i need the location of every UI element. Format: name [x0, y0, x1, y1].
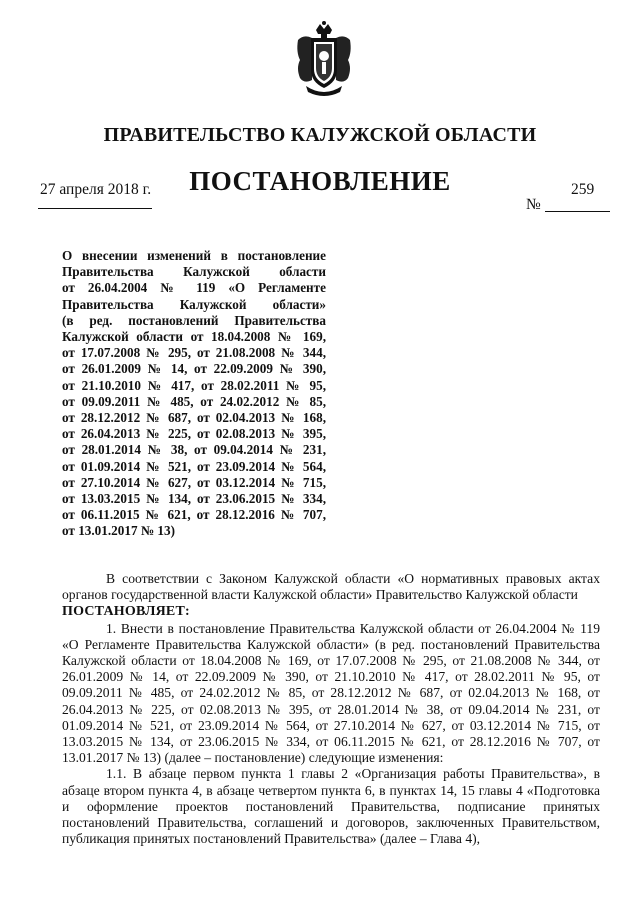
subject-line: от 09.09.2011 № 485, от 24.02.2012 № 85,	[62, 393, 326, 409]
subject-line: от 28.12.2012 № 687, от 02.04.2013 № 168,	[62, 410, 326, 426]
subject-line: Правительства Калужской области»	[62, 296, 326, 312]
date-underline	[38, 208, 152, 209]
subject-line: от 27.10.2014 № 627, от 03.12.2014 № 715,	[62, 474, 326, 490]
document-subject	[62, 248, 326, 540]
document-body	[62, 571, 600, 847]
subject-line: (в ред. постановлений Правительства	[62, 312, 326, 328]
subject-line: от 13.01.2017 № 13)	[62, 523, 175, 539]
item-1-1-paragraph: 1.1. В абзаце первом пункта 1 главы 2 «Организация работы Правительства», в абзаце втором пункта 4, в абзаце четвертом пункта 6, в пунктах 14, 15 главы 4 «Подготовка и оформление проектов постановлений Правительства, подписание принятых постановлений Правительства, соглашений и договоров, заключенных Правительством, публикация принятых постановлений Правительства» (далее – Глава 4),	[62, 766, 600, 847]
subject-line: от 26.04.2013 № 225, от 02.08.2013 № 395,	[62, 426, 326, 442]
decree-paragraph	[62, 603, 600, 620]
document-date: 27 апреля 2018 г.	[40, 181, 152, 198]
number-label: №	[526, 196, 541, 213]
subject-line: от 21.10.2010 № 417, от 28.02.2011 № 95,	[62, 377, 326, 393]
subject-line: Правительства Калужской области	[62, 264, 326, 280]
subject-line: от 01.09.2014 № 521, от 23.09.2014 № 564,	[62, 458, 326, 474]
subject-line: от 13.03.2015 № 134, от 23.06.2015 № 334,	[62, 491, 326, 507]
subject-line: от 06.11.2015 № 621, от 28.12.2016 № 707,	[62, 507, 326, 523]
subject-line: от 26.04.2004 № 119 «О Регламенте	[62, 280, 326, 296]
document-number: 259	[571, 181, 595, 198]
document-type: ПОСТАНОВЛЕНИЕ	[189, 166, 451, 196]
coat-of-arms-icon	[294, 20, 354, 98]
subject-line: Калужской области от 18.04.2008 № 169,	[62, 329, 326, 345]
decree-word: ПОСТАНОВЛЯЕТ:	[62, 604, 190, 620]
number-underline	[545, 211, 610, 212]
subject-line: от 17.07.2008 № 295, от 21.08.2008 № 344,	[62, 345, 326, 361]
item-1-paragraph: 1. Внести в постановление Правительства Калужской области от 26.04.2004 № 119 «О Регламенте Правительства Калужской области» (в ред. постановлений Правительства Калужской области от 18.04.2008 № 169, от 17.07.2008 № 295, от 21.08.2008 № 344, от 26.01.2009 № 14, от 22.09.2009 № 390, от 21.10.2010 № 417, от 28.02.2011 № 95, от 09.09.2011 № 485, от 24.02.2012 № 85, от 28.12.2012 № 687, от 02.04.2013 № 168, от 26.04.2013 № 225, от 02.08.2013 № 395, от 28.01.2014 № 38, от 09.04.2014 № 231, от 01.09.2014 № 521, от 23.09.2014 № 564, от 27.10.2014 № 627, от 03.12.2014 № 715, от 13.03.2015 № 134, от 23.06.2015 № 334, от 06.11.2015 № 621, от 28.12.2016 № 707, от 13.01.2017 № 13) (далее – постановление) следующие изменения:	[62, 620, 600, 766]
subject-line: от 26.01.2009 № 14, от 22.09.2009 № 390,	[62, 361, 326, 377]
government-title: ПРАВИТЕЛЬСТВО КАЛУЖСКОЙ ОБЛАСТИ	[103, 124, 537, 146]
subject-line: О внесении изменений в постановление	[62, 248, 326, 263]
subject-line: от 28.01.2014 № 38, от 09.04.2014 № 231,	[62, 442, 326, 458]
intro-paragraph: В соответствии с Законом Калужской области «О нормативных правовых актах органов государственной власти Калужской области» Правительство Калужской области	[62, 571, 600, 603]
